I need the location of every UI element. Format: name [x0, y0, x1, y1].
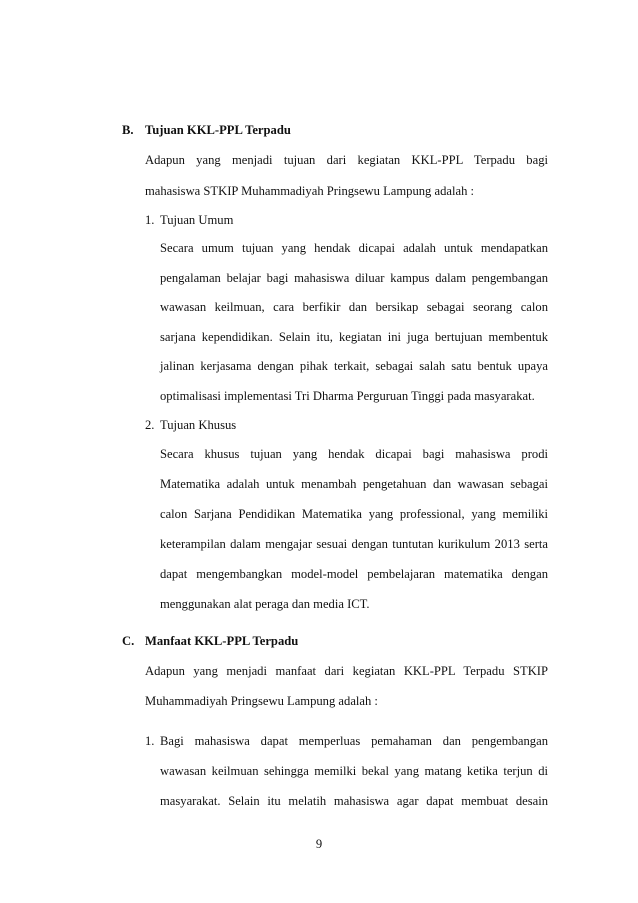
paragraph-line: menggunakan alat peraga dan media ICT.: [160, 597, 370, 611]
paragraph-line: wawasan keilmuan, cara berfikir dan bersikap sebagai seorang calon: [160, 300, 548, 314]
list-number: 1.: [145, 734, 155, 748]
subsection-title-tujuan-khusus: Tujuan Khusus: [160, 418, 237, 432]
paragraph-line: dapat mengembangkan model-model pembelajaran matematika dengan: [160, 567, 548, 581]
paragraph-line: pengalaman belajar bagi mahasiswa diluar kampus dalam pengembangan: [160, 271, 548, 285]
paragraph-line: Bagi mahasiswa dapat memperluas pemahaman dan pengembangan: [160, 734, 548, 748]
list-number: 2.: [145, 418, 155, 432]
paragraph-line: optimalisasi implementasi Tri Dharma Perguruan Tinggi pada masyarakat.: [160, 389, 535, 403]
paragraph-line: sarjana kependidikan. Selain itu, kegiatan ini juga bertujuan membentuk: [160, 330, 548, 344]
section-b-intro-line-2: mahasiswa STKIP Muhammadiyah Pringsewu Lampung adalah :: [145, 184, 475, 198]
paragraph-line: Matematika adalah untuk menambah pengetahuan dan wawasan sebagai: [160, 477, 548, 491]
paragraph-line: masyarakat. Selain itu melatih mahasiswa agar dapat membuat desain: [160, 794, 548, 808]
section-b-letter: B.: [122, 123, 134, 137]
paragraph-line: calon Sarjana Pendidikan Matematika yang professional, yang memiliki: [160, 507, 548, 521]
paragraph-line: keterampilan dalam mengajar sesuai dengan tuntutan kurikulum 2013 serta: [160, 537, 548, 551]
subsection-title-tujuan-umum: Tujuan Umum: [160, 213, 234, 227]
paragraph-line: Secara khusus tujuan yang hendak dicapai bagi mahasiswa prodi: [160, 447, 548, 461]
list-number: 1.: [145, 213, 155, 227]
section-c-heading: Manfaat KKL-PPL Terpadu: [145, 634, 299, 648]
paragraph-line: jalinan kerjasama dengan pihak terkait, sebagai salah satu bentuk upaya: [160, 359, 548, 373]
section-c-intro-line-1: Adapun yang menjadi manfaat dari kegiatan KKL-PPL Terpadu STKIP: [145, 664, 548, 678]
paragraph-line: Secara umum tujuan yang hendak dicapai adalah untuk mendapatkan: [160, 241, 548, 255]
section-b-intro-line-1: Adapun yang menjadi tujuan dari kegiatan KKL-PPL Terpadu bagi: [145, 153, 548, 167]
section-c-letter: C.: [122, 634, 135, 648]
section-b-heading: Tujuan KKL-PPL Terpadu: [145, 123, 291, 137]
page-number: 9: [315, 837, 323, 851]
paragraph-line: wawasan keilmuan sehingga memilki bekal yang matang ketika terjun di: [160, 764, 548, 778]
section-c-intro-line-2: Muhammadiyah Pringsewu Lampung adalah :: [145, 694, 378, 708]
